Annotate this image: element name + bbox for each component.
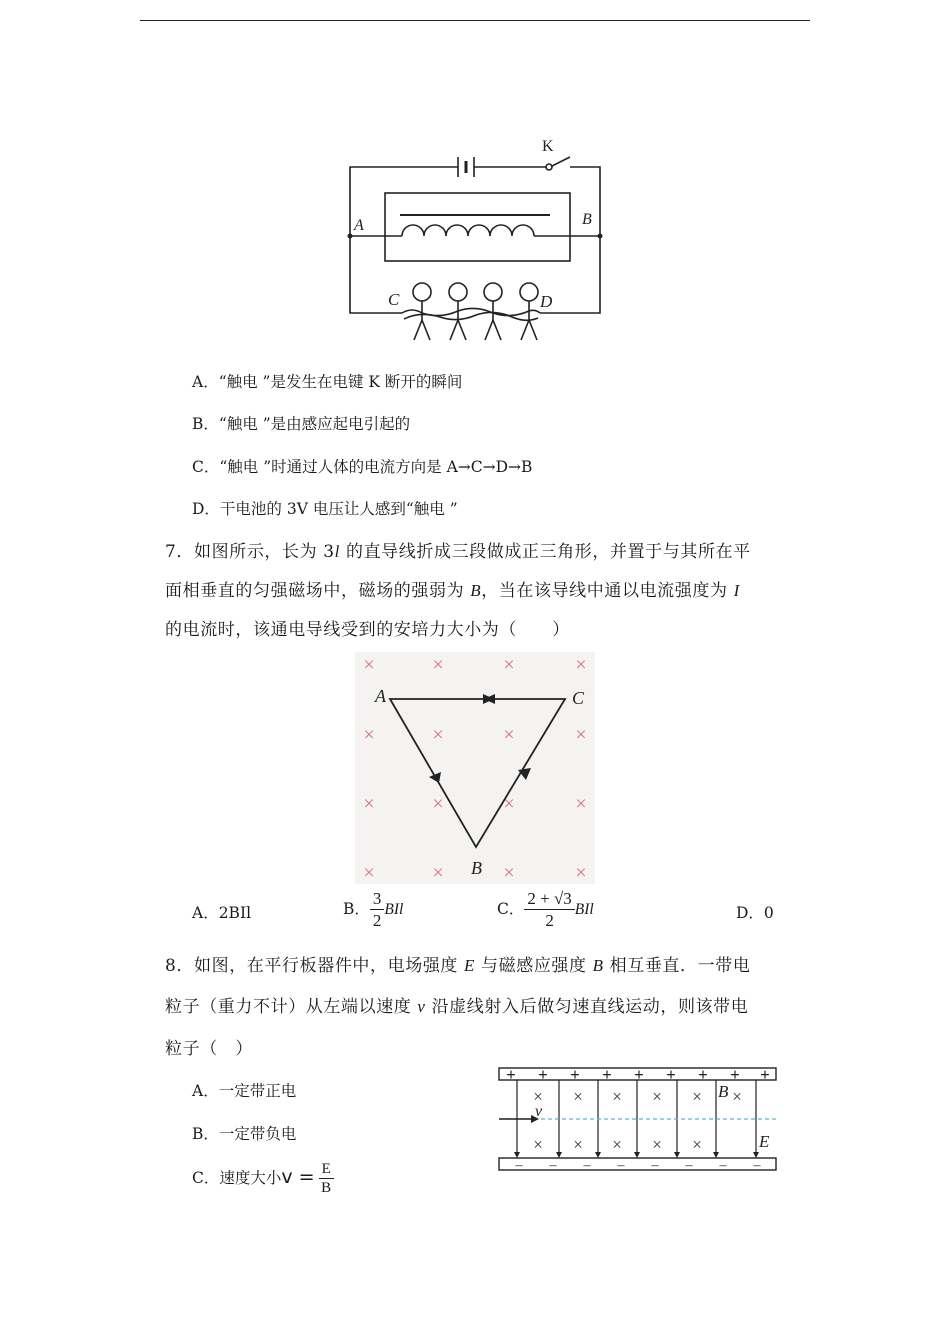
q7-option-c: C． $\frac{2 + √3}{2}$ BIl <box>497 889 594 930</box>
node-d-label: D <box>540 292 553 311</box>
field-e-label: E <box>759 1132 770 1151</box>
q7-stem-line1: 7．如图所示，长为 3l 的直导线折成三段做成正三角形，并置于与其所在平 <box>165 542 751 562</box>
svg-text:×: × <box>575 724 587 746</box>
svg-text:×: × <box>533 1135 543 1154</box>
node-c-label: C <box>388 290 400 309</box>
svg-text:×: × <box>652 1087 662 1106</box>
svg-text:×: × <box>503 654 515 676</box>
svg-text:×: × <box>503 862 515 884</box>
field-b-label: B <box>718 1082 729 1101</box>
svg-text:–: – <box>515 1158 523 1173</box>
svg-text:+: + <box>506 1065 516 1084</box>
svg-text:×: × <box>363 654 375 676</box>
svg-text:×: × <box>573 1135 583 1154</box>
svg-text:×: × <box>363 862 375 884</box>
svg-text:×: × <box>612 1087 622 1106</box>
q7-option-b: B． $\frac{3}{2}$ BIl <box>343 889 404 930</box>
svg-text:×: × <box>612 1135 622 1154</box>
svg-text:×: × <box>363 793 375 815</box>
q6-option-a: A．“触电 ”是发生在电键 K 断开的瞬间 <box>192 373 463 391</box>
svg-text:–: – <box>685 1158 693 1173</box>
q8-stem-line1: 8．如图，在平行板器件中，电场强度 E 与磁感应强度 B 相互垂直．一带电 <box>165 956 751 976</box>
svg-text:+: + <box>760 1065 770 1084</box>
parallel-plate-diagram <box>495 1064 780 1174</box>
svg-text:×: × <box>503 793 515 815</box>
svg-text:+: + <box>634 1065 644 1084</box>
header-rule <box>140 20 810 21</box>
svg-text:×: × <box>573 1087 583 1106</box>
svg-text:–: – <box>549 1158 557 1173</box>
q8-stem-line2: 粒子（重力不计）从左端以速度 v 沿虚线射入后做匀速直线运动，则该带电 <box>165 997 749 1017</box>
svg-text:–: – <box>753 1158 761 1173</box>
svg-text:×: × <box>432 862 444 884</box>
svg-text:×: × <box>575 862 587 884</box>
q7-stem-line3: 的电流时，该通电导线受到的安培力大小为（ ） <box>165 620 570 640</box>
q8-stem-line3: 粒子（ ） <box>165 1039 253 1059</box>
q7-stem-line2: 面相垂直的匀强磁场中，磁场的强弱为 B，当在该导线中通以电流强度为 I <box>165 581 740 601</box>
switch-k-label: K <box>542 138 554 155</box>
q8-option-a: A．一定带正电 <box>192 1082 297 1100</box>
svg-text:+: + <box>602 1065 612 1084</box>
svg-text:×: × <box>363 724 375 746</box>
svg-text:×: × <box>432 724 444 746</box>
vertex-b-label: B <box>471 858 482 878</box>
svg-text:×: × <box>692 1087 702 1106</box>
svg-text:–: – <box>651 1158 659 1173</box>
svg-text:×: × <box>692 1135 702 1154</box>
q6-option-b: B．“触电 ”是由感应起电引起的 <box>192 415 411 433</box>
velocity-v-label: v <box>535 1103 543 1120</box>
q6-option-d: D．干电池的 3V 电压让人感到“触电 ” <box>192 500 458 518</box>
svg-text:+: + <box>730 1065 740 1084</box>
svg-text:×: × <box>533 1087 543 1106</box>
svg-text:+: + <box>698 1065 708 1084</box>
svg-text:×: × <box>503 724 515 746</box>
q8-option-c: C．速度大小v = $\frac{E}{B}$ <box>192 1162 334 1196</box>
svg-text:–: – <box>583 1158 591 1173</box>
svg-text:+: + <box>538 1065 548 1084</box>
vertex-c-label: C <box>572 688 585 708</box>
svg-text:×: × <box>732 1087 742 1106</box>
svg-text:×: × <box>432 654 444 676</box>
q8-option-b: B．一定带负电 <box>192 1125 297 1143</box>
q6-option-c: C．“触电 ”时通过人体的电流方向是 A→C→D→B <box>192 458 533 476</box>
svg-text:×: × <box>575 654 587 676</box>
q7-option-a: A．2BIl <box>192 904 252 922</box>
vertex-a-label: A <box>375 686 386 706</box>
node-a-label: A <box>354 217 364 234</box>
q7-option-d: D．0 <box>736 904 774 922</box>
svg-text:×: × <box>432 793 444 815</box>
svg-text:×: × <box>652 1135 662 1154</box>
circuit-diagram <box>340 135 610 350</box>
svg-text:×: × <box>575 793 587 815</box>
svg-text:+: + <box>570 1065 580 1084</box>
triangle-field-diagram <box>355 652 595 884</box>
node-b-label: B <box>582 211 592 228</box>
svg-text:–: – <box>617 1158 625 1173</box>
svg-text:+: + <box>666 1065 676 1084</box>
svg-text:–: – <box>719 1158 727 1173</box>
